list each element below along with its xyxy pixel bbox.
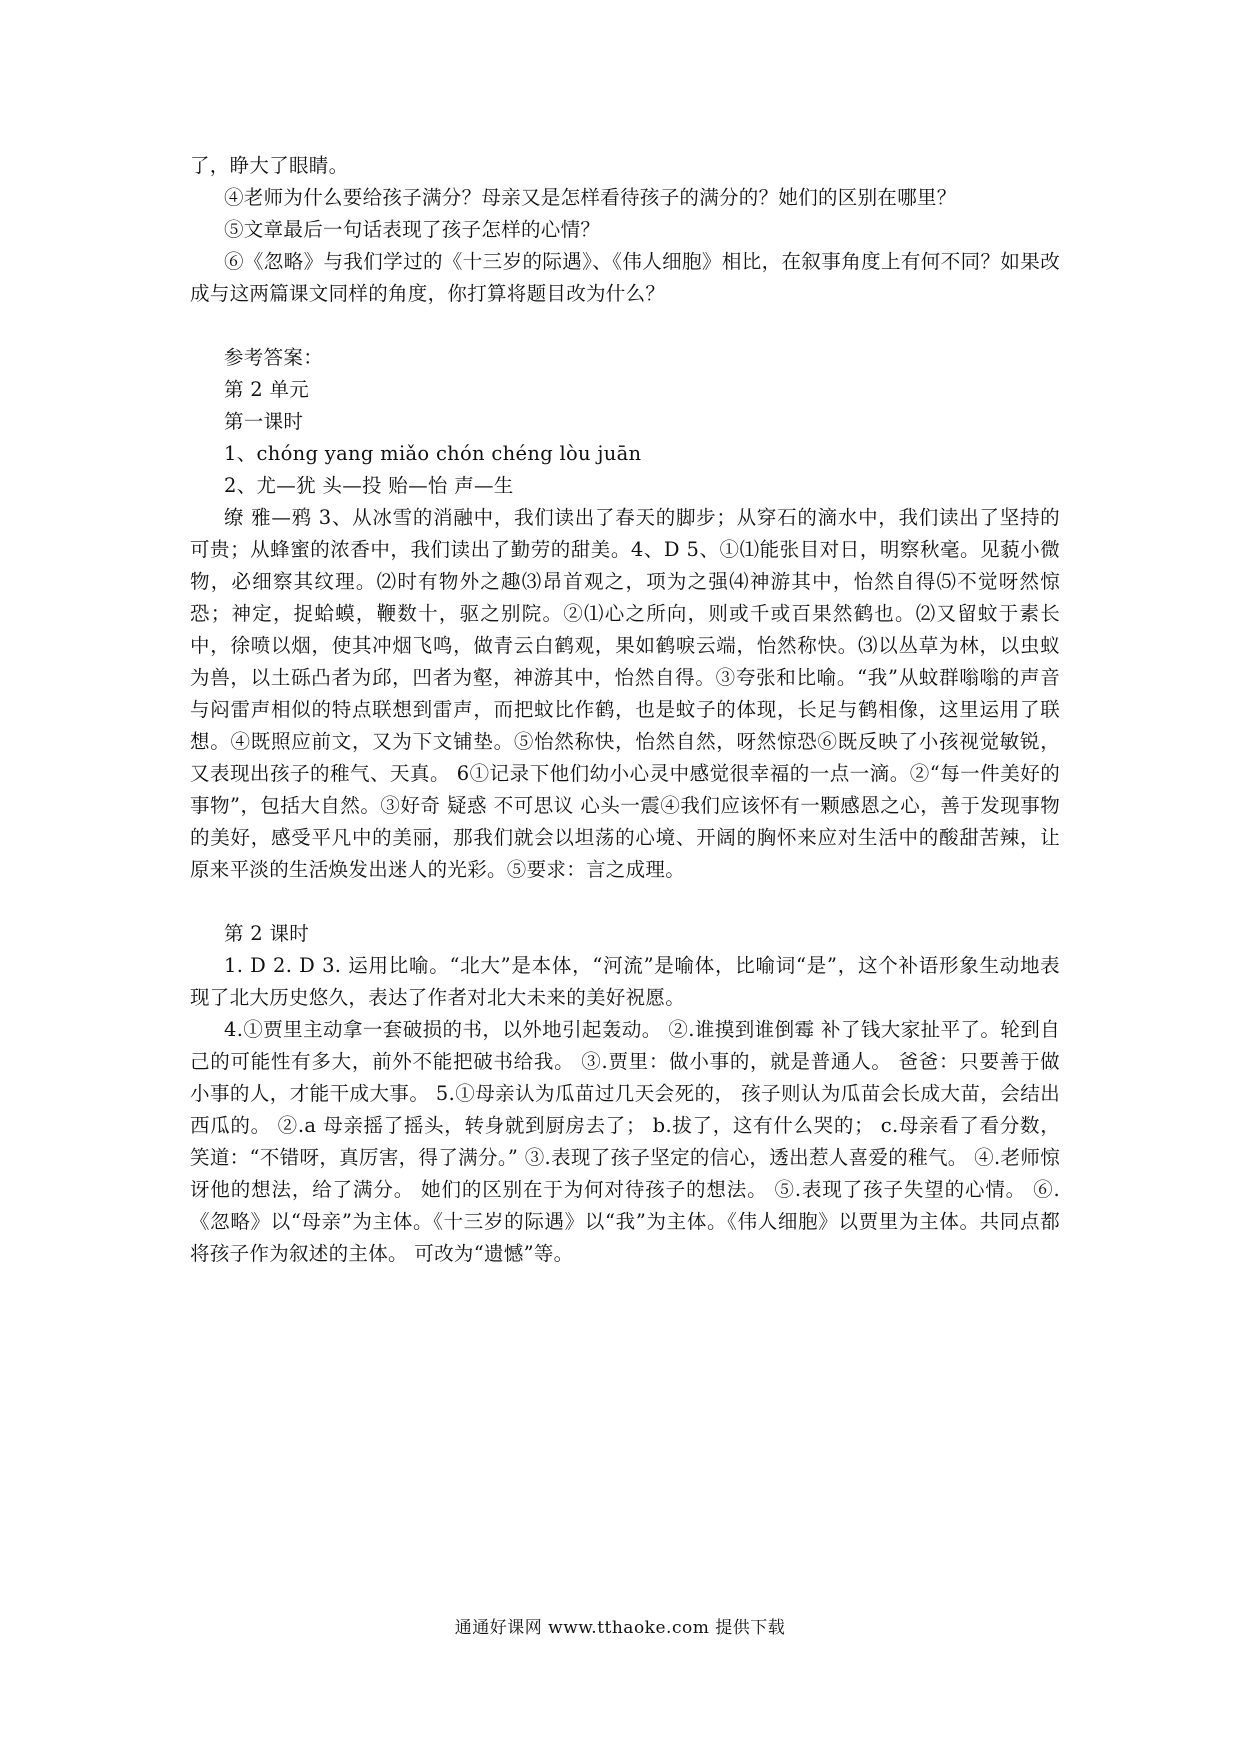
document-body	[190, 150, 1060, 1270]
unit-heading: 第 2 单元	[224, 378, 310, 401]
question-continuation: 了，睁大了眼睛。	[190, 154, 349, 177]
lesson-1-title: 第一课时	[224, 410, 304, 433]
spacer	[190, 310, 1060, 342]
lesson-2-answer-1: 1. D 2. D 3. 运用比喻。“北大”是本体，“河流”是喻体，比喻词“是”，这个补语形象生动地表现了北大历史悠久，表达了作者对北大未来的美好祝愿。	[190, 954, 1060, 1009]
page-footer: 通通好课网 www.tthaoke.com 提供下载	[454, 1618, 786, 1638]
question-4: ④老师为什么要给孩子满分？母亲又是怎样看待孩子的满分的？她们的区别在哪里？	[224, 186, 957, 209]
lesson-2-answer-2: 4.①贾里主动拿一套破损的书，以外地引起轰动。 ②.谁摸到谁倒霉 补了钱大家扯平了。轮到自己的可能性有多大，前外不能把破书给我。 ③.贾里：做小事的，就是普通人。 爸爸：只要善于做小事的人，才能干成大事。 5.①母亲认为瓜苗过几天会死的， 孩子则认为瓜苗会长成大苗，会结出西瓜的。 ②.a 母亲摇了摇头，转身就到厨房去了； b.拔了，这有什么哭的； c.母亲看了看分数，笑道：“不错呀，真厉害，得了满分。” ③.表现了孩子坚定的信心，透出惹人喜爱的稚气。 ④.老师惊讶他的想法，给了满分。 她们的区别在于为何对待孩子的想法。 ⑤.表现了孩子失望的心情。 ⑥.《忽略》以“母亲”为主体。《十三岁的际遇》以“我”为主体。《伟人细胞》以贾里为主体。共同点都将孩子作为叙述的主体。 可改为“遗憾”等。	[190, 1018, 1060, 1265]
lesson-2-title: 第 2 课时	[224, 922, 310, 945]
lesson-1-answer-1: 1、chóng yang miǎo chón chéng lòu juān	[224, 442, 642, 465]
question-5: ⑤文章最后一句话表现了孩子怎样的心情？	[224, 218, 601, 241]
question-6: ⑥《忽略》与我们学过的《十三岁的际遇》、《伟人细胞》相比，在叙事角度上有何不同？如果改成与这两篇课文同样的角度，你打算将题目改为什么？	[190, 250, 1060, 305]
lesson-1-answer-2: 2、尤—犹 头—投 贻—怡 声—生	[224, 474, 514, 497]
spacer	[190, 886, 1060, 918]
answers-heading: 参考答案：	[224, 346, 324, 369]
lesson-1-answer-body: 缭 雅—鸦 3、从冰雪的消融中，我们读出了春天的脚步；从穿石的滴水中，我们读出了坚持的可贵；从蜂蜜的浓香中，我们读出了勤劳的甜美。4、D 5、①⑴能张目对日，明察秋毫。见藐小微物，必细察其纹理。⑵时有物外之趣⑶昂首观之，项为之强⑷神游其中，怡然自得⑸不觉呀然惊恐；神定，捉蛤蟆，鞭数十，驱之别院。②⑴心之所向，则或千或百果然鹤也。⑵又留蚊于素长中，徐喷以烟，使其冲烟飞鸣，做青云白鹤观，果如鹤唳云端，怡然称快。⑶以丛草为林，以虫蚁为兽，以土砾凸者为邱，凹者为壑，神游其中，怡然自得。③夸张和比喻。“我”从蚊群嗡嗡的声音与闷雷声相似的特点联想到雷声，而把蚊比作鹤，也是蚊子的体现，长足与鹤相像，这里运用了联想。④既照应前文，又为下文铺垫。⑤怡然称快，怡然自然，呀然惊恐⑥既反映了小孩视觉敏锐，又表现出孩子的稚气、天真。 6①记录下他们幼小心灵中感觉很幸福的一点一滴。②“每一件美好的事物”，包括大自然。③好奇 疑惑 不可思议 心头一震④我们应该怀有一颗感恩之心，善于发现事物的美好，感受平凡中的美丽，那我们就会以坦荡的心境、开阔的胸怀来应对生活中的酸甜苦辣，让原来平淡的生活焕发出迷人的光彩。⑤要求：言之成理。	[190, 506, 1060, 881]
